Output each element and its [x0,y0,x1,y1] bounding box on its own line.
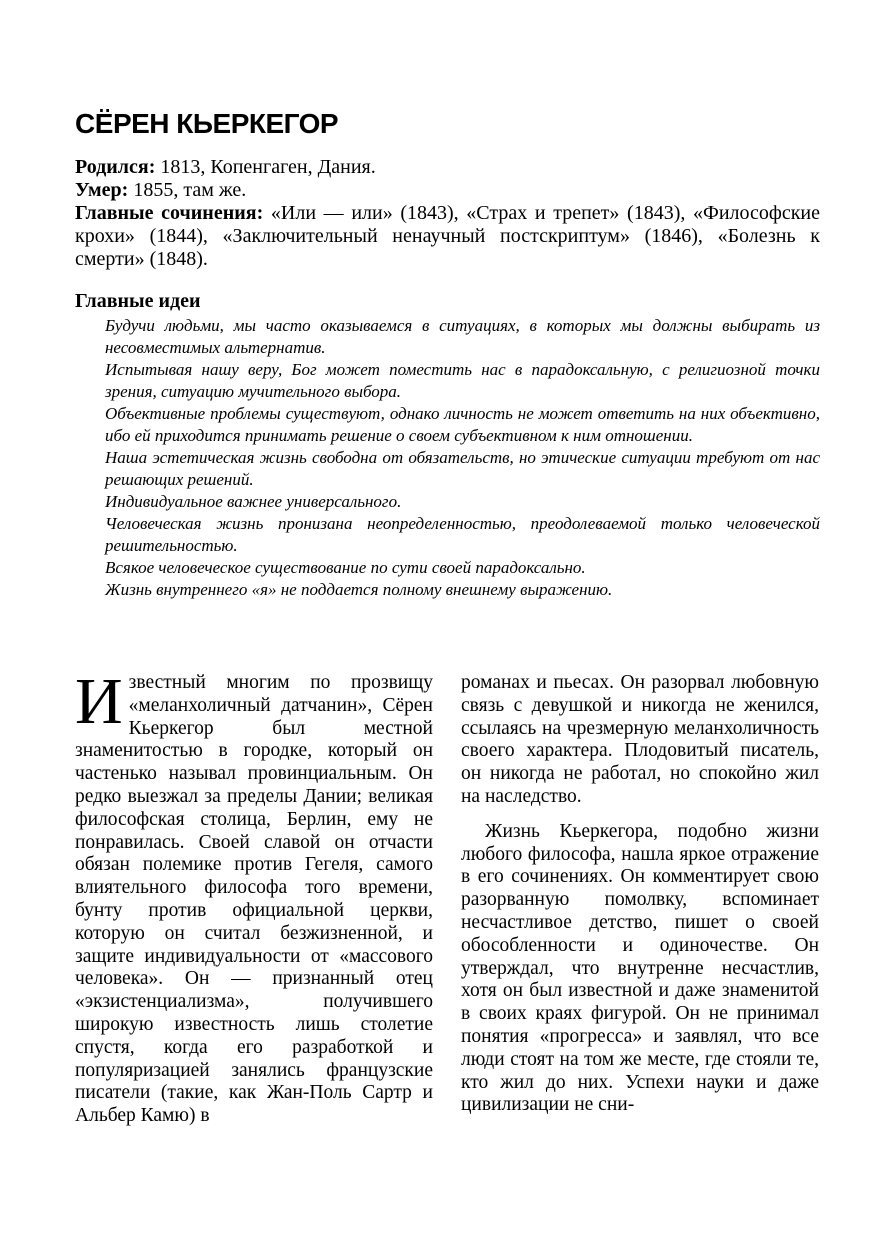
idea-item: Всякое человеческое существование по сути своей парадоксально. [105,558,586,577]
born-value: 1813, Копенгаген, Дания. [160,156,376,178]
page-title: СЁРЕН КЬЕРКЕГОР [75,108,339,139]
body-paragraph: романах и пьесах. Он разорвал любовную связь с девушкой и никогда не женился, ссылаясь на чрезмерную меланхоличность своего характера. Плодовитый писатель, он никогда не работал, но спокойно жил на наследство. [461,672,819,807]
body-paragraph [75,665,433,1128]
drop-cap: И [75,665,123,738]
idea-item: Наша эстетическая жизнь свободна от обязательств, но этические ситуации требуют от нас решающих решений. [105,448,820,489]
works-value: «Или — или» (1843), «Страх и трепет» (1843), «Философские крохи» (1844), «Заключительный ненаучный постскриптум» (1846), «Болезнь к смерти» (1848). [75,202,821,270]
works-line [75,202,820,271]
idea-item: Индивидуальное важнее универсального. [105,492,402,511]
born-line [75,156,820,179]
idea-item: Жизнь внутреннего «я» не поддается полному внешнему выражению. [105,580,613,599]
idea-item: Испытывая нашу веру, Бог может поместить нас в парадоксальную, с религиозной точки зрения, ситуацию мучительного выбора. [105,360,820,401]
biography-meta [75,156,820,271]
idea-item: Будучи людьми, мы часто оказываемся в ситуациях, в которых мы должны выбирать из несовместимых альтернатив. [105,316,820,357]
ideas-list [105,315,820,601]
body-column-left [75,665,433,1128]
born-label: Родился: [75,156,156,178]
died-label: Умер: [75,179,129,201]
idea-item: Объективные проблемы существуют, однако личность не может ответить на них объективно, ибо ей приходится принимать решение о своем субъективном к ним отношении. [105,404,820,445]
died-value: 1855, там же. [133,179,247,201]
ideas-heading: Главные идеи [75,290,201,312]
idea-item: Человеческая жизнь пронизана неопределенностью, преодолеваемой только человеческой решительностью. [105,514,820,555]
body-column-right [461,672,819,1117]
died-line [75,179,820,202]
body-paragraph: Жизнь Кьеркегора, подобно жизни любого философа, нашла яркое отражение в его сочинениях. Он комментирует свою разорванную помолвку, вспоминает несчастливое детство, пишет о своей обособленности и одиночестве. Он утверждал, что внутренне несчастлив, хотя он был известной и даже знаменитой в своих краях фигурой. Он не принимал понятия «прогресса» и заявлял, что все люди стоят на том же месте, где стояли те, кто жил до них. Успехи науки и даже цивилизации не сни- [461,820,819,1116]
left-column-text: звестный многим по прозвищу «меланхоличный датчанин», Сёрен Кьеркегор был местной знаменитостью в городке, который он частенько называл провинциальным. Он редко выезжал за пределы Дании; великая философская столица, Берлин, ему не понравилась. Своей славой он отчасти обязан полемике против Гегеля, самого влиятельного философа того времени, бунту против официальной церкви, которую он считал безжизненной, и защите индивидуальности от «массового человека». Он — признанный отец «экзистенциализма», получившего широкую известность лишь столетие спустя, когда его разработкой и популяризацией занялись французские писатели (такие, как Жан-Поль Сартр и Альбер Камю) в [75,672,433,1127]
works-label: Главные сочинения: [75,202,264,224]
